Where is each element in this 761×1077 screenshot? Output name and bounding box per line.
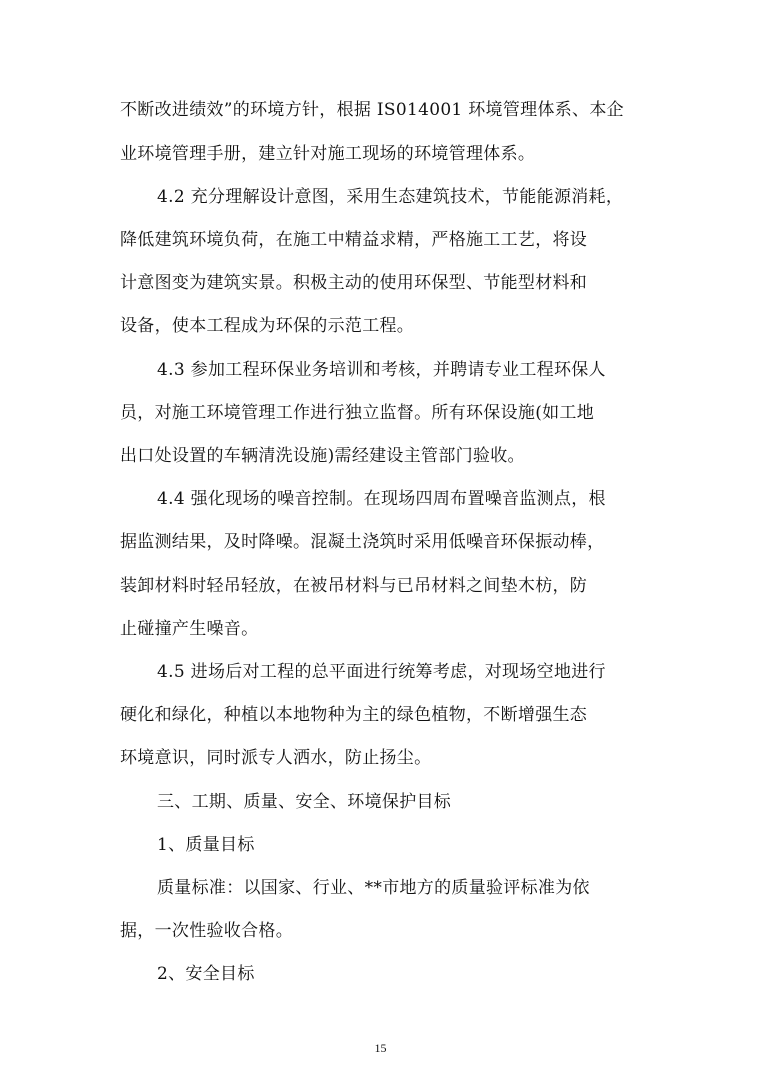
paragraph-4-4-line-4: 止碰撞产生噪音。 — [120, 619, 259, 639]
paragraph-4-4-line-1: 4.4 强化现场的噪音控制。在现场四周布置噪音监测点，根 — [157, 489, 606, 509]
paragraph-4-2-line-1: 4.2 充分理解设计意图，采用生态建筑技术，节能能源消耗， — [157, 187, 624, 207]
paragraph-4-2-line-3: 计意图变为建筑实景。积极主动的使用环保型、节能型材料和 — [120, 273, 588, 293]
paragraph-4-5-line-3: 环境意识，同时派专人洒水，防止扬尘。 — [120, 748, 432, 768]
paragraph-4-2-line-2: 降低建筑环境负荷，在施工中精益求精，严格施工工艺，将设 — [120, 230, 588, 250]
paragraph-4-4-line-3: 装卸材料时轻吊轻放，在被吊材料与已吊材料之间垫木枋，防 — [120, 576, 588, 596]
paragraph-4-3-line-3: 出口处设置的车辆清洗设施)需经建设主管部门验收。 — [120, 446, 525, 466]
page-number: 15 — [374, 1041, 387, 1055]
text-line-2: 业环境管理手册，建立针对施工现场的环境管理体系。 — [120, 144, 536, 164]
quality-standard-line-1: 质量标准：以国家、行业、**市地方的质量验评标准为依 — [157, 878, 590, 898]
paragraph-4-3-line-2: 员，对施工环境管理工作进行独立监督。所有环保设施(如工地 — [120, 403, 595, 423]
paragraph-4-4-line-2: 据监测结果，及时降噪。混凝土浇筑时采用低噪音环保振动棒， — [120, 532, 605, 552]
paragraph-4-5-line-1: 4.5 进场后对工程的总平面进行统筹考虑，对现场空地进行 — [157, 662, 606, 682]
quality-standard-line-2: 据，一次性验收合格。 — [120, 921, 293, 941]
paragraph-4-5-line-2: 硬化和绿化，种植以本地物种为主的绿色植物，不断增强生态 — [120, 705, 588, 725]
heading-safety-goal: 2、安全目标 — [157, 964, 255, 984]
section-heading-goals: 三、工期、质量、安全、环境保护目标 — [157, 792, 452, 812]
text-line-1: 不断改进绩效”的环境方针，根据 IS014001 环境管理体系、本企 — [120, 100, 624, 120]
heading-quality-goal: 1、质量目标 — [157, 835, 255, 855]
paragraph-4-3-line-1: 4.3 参加工程环保业务培训和考核，并聘请专业工程环保人 — [157, 360, 606, 380]
paragraph-4-2-line-4: 设备，使本工程成为环保的示范工程。 — [120, 316, 415, 336]
